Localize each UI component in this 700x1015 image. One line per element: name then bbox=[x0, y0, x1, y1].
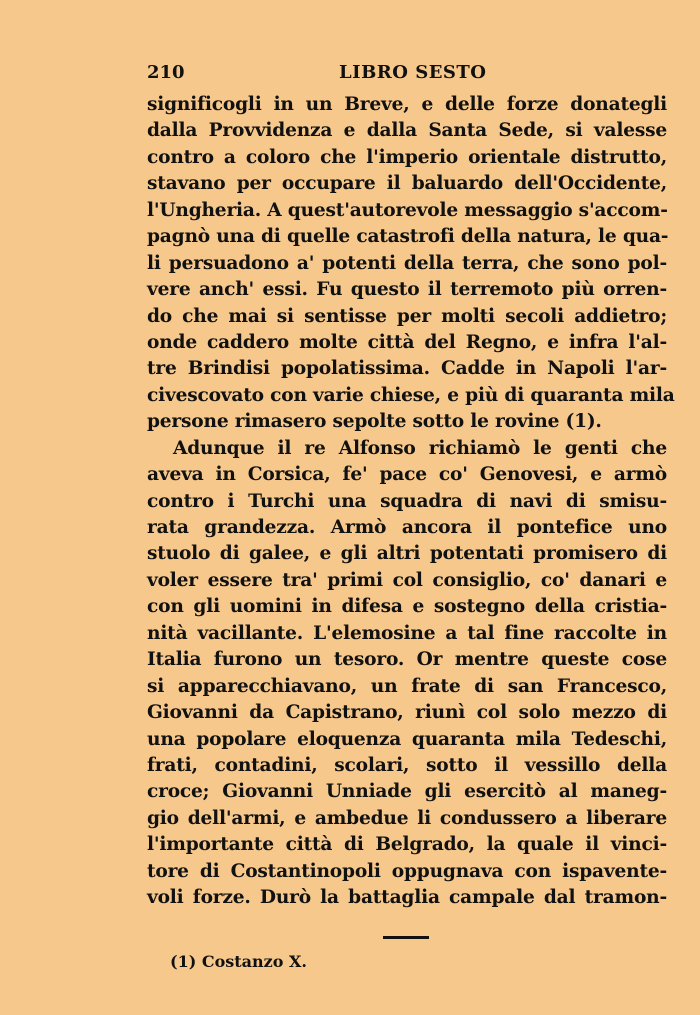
page-header bbox=[147, 62, 667, 90]
text-line: dalla Provvidenza e dalla Santa Sede, si valesse bbox=[147, 120, 667, 142]
text-line: l'Ungheria. A quest'autorevole messaggio s'accom- bbox=[147, 199, 668, 221]
text-line: significogli in un Breve, e delle forze donategli bbox=[147, 94, 667, 115]
text-line: do che mai si sentisse per molti secoli addietro; bbox=[147, 305, 667, 327]
text-line: si apparecchiavano, un frate di san Francesco, bbox=[147, 675, 667, 697]
text-line: voli forze. Durò la battaglia campale dal tramon- bbox=[147, 887, 667, 909]
text-line: tre Brindisi popolatissima. Cadde in Napoli l'ar- bbox=[147, 358, 667, 380]
footnote-separator bbox=[383, 936, 429, 939]
text-line: una popolare eloquenza quaranta mila Tedeschi, bbox=[147, 728, 667, 750]
text-line: stuolo di galee, e gli altri potentati promisero di bbox=[147, 543, 667, 565]
text-line: Giovanni da Capistrano, riunì col solo mezzo di bbox=[147, 702, 667, 724]
text-line: nità vacillante. L'elemosine a tal fine raccolte in bbox=[147, 622, 667, 644]
text-line: stavano per occupare il baluardo dell'Occidente, bbox=[147, 173, 667, 195]
text-line: aveva in Corsica, fe' pace co' Genovesi, e armò bbox=[147, 464, 667, 486]
text-line: gio dell'armi, e ambedue li condussero a liberare bbox=[147, 807, 667, 829]
paragraph-start-line: Adunque il re Alfonso richiamò le genti che bbox=[173, 437, 667, 459]
text-line: contro a coloro che l'imperio orientale distrutto, bbox=[147, 146, 667, 168]
page-number: 210 bbox=[147, 62, 185, 83]
text-line: tore di Costantinopoli oppugnava con ispavente- bbox=[147, 860, 667, 882]
text-line: contro i Turchi una squadra di navi di smisu- bbox=[147, 490, 667, 512]
text-line: li persuadono a' potenti della terra, che sono pol- bbox=[147, 252, 667, 274]
text-line: rata grandezza. Armò ancora il pontefice uno bbox=[147, 517, 667, 538]
text-line: frati, contadini, scolari, sotto il vessillo della bbox=[147, 754, 667, 776]
text-line: l'importante città di Belgrado, la quale il vinci- bbox=[147, 834, 667, 856]
text-line: con gli uomini in difesa e sostegno della cristia- bbox=[147, 596, 667, 618]
footnote: (1) Costanzo X. bbox=[170, 952, 307, 971]
text-line: onde caddero molte città del Regno, e infra l'al- bbox=[147, 331, 667, 353]
text-line: pagnò una di quelle catastrofi della natura, le qua- bbox=[147, 226, 669, 248]
text-line: civescovato con varie chiese, e più di quaranta mila bbox=[147, 384, 675, 406]
text-line: voler essere tra' primi col consiglio, co' danari e bbox=[147, 569, 667, 591]
running-title: LIBRO SESTO bbox=[339, 62, 487, 83]
body-text bbox=[147, 92, 675, 912]
text-line: Italia furono un tesoro. Or mentre queste cose bbox=[147, 649, 667, 671]
paragraph-end-line: persone rimasero sepolte sotto le rovine (1). bbox=[147, 411, 602, 433]
text-line: croce; Giovanni Unniade gli esercitò al maneg- bbox=[147, 781, 667, 803]
text-line: vere anch' essi. Fu questo il terremoto più orren- bbox=[147, 279, 667, 301]
